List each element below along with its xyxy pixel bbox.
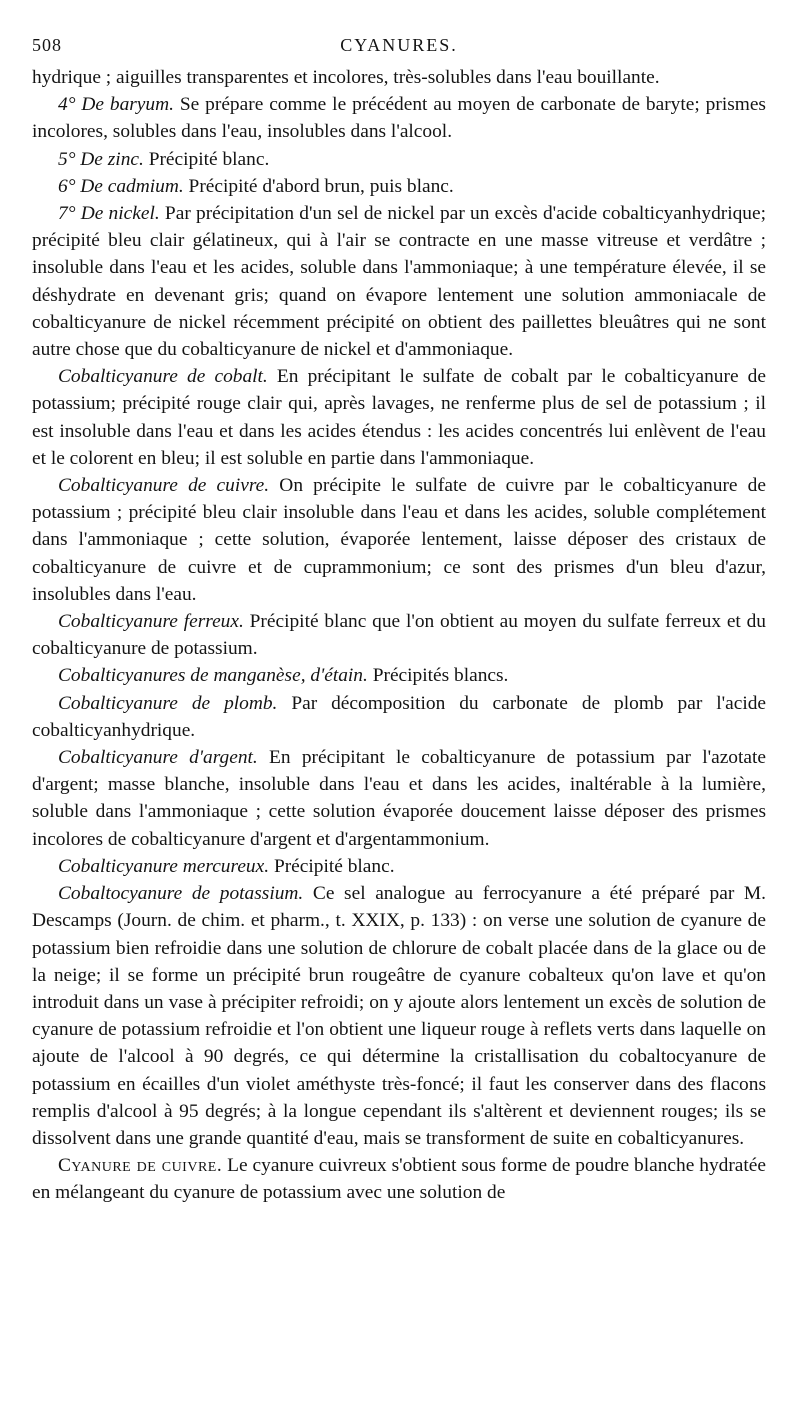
paragraph-lead: Cobalticyanure de cobalt. <box>58 366 268 388</box>
paragraph <box>32 200 766 363</box>
paragraph-text: En précipitant le sulfate de cobalt par le cobalticyanure de potassium; précipité rouge clair qui, après lavages, ne renferme plus de sel de potassium ; il est insoluble dans l'eau et dans les acides étendus : les acides concentrés lui enlèvent de l'eau et le colorent en bleu; il est soluble en partie dans l'ammoniaque. <box>32 366 766 469</box>
paragraph <box>32 608 766 662</box>
paragraph <box>32 91 766 145</box>
paragraph <box>32 173 766 200</box>
paragraph-lead: Cobalticyanure d'argent. <box>58 747 258 769</box>
paragraph-text: hydrique ; aiguilles transparentes et incolores, très-solubles dans l'eau bouillante. <box>32 67 660 88</box>
paragraph <box>32 744 766 853</box>
paragraph-lead: Cobalticyanures de manganèse, d'étain. <box>58 665 368 687</box>
paragraph-text: Précipité d'abord brun, puis blanc. <box>183 175 454 197</box>
paragraph-text: Précipité blanc. <box>269 855 395 877</box>
paragraph-text: Précipité blanc que l'on obtient au moyen du sulfate ferreux et du cobalticyanure de potassium. <box>32 611 766 660</box>
paragraph <box>32 853 766 880</box>
paragraph <box>32 363 766 472</box>
paragraph <box>32 880 766 1152</box>
paragraph <box>32 472 766 608</box>
running-title: CYANURES. <box>340 35 458 55</box>
paragraph <box>32 1152 766 1206</box>
paragraph-text: Par précipitation d'un sel de nickel par un excès d'acide cobalticyanhydrique; précipité bleu clair gélatineux, qui à l'air se contracte en une masse vitreuse et verdâtre ; insoluble dans l'eau et les acides, soluble dans l'ammoniaque; à une température élevée, il se déshydrate en devenant gris; quand on évapore lentement une solution ammoniacale de cobalticyanure de nickel récemment précipité on obtient des paillettes bleuâtres qui ne sont autre chose que du cobalticyanure de nickel et d'ammoniaque. <box>32 203 766 361</box>
paragraph <box>32 64 766 91</box>
paragraph-lead: 6° De cadmium. <box>58 175 184 197</box>
paragraph <box>32 690 766 744</box>
paragraph-lead: Cobalticyanure mercureux. <box>58 855 270 877</box>
paragraph-lead: 7° De nickel. <box>58 203 160 225</box>
paragraph-text: Précipités blancs. <box>367 665 509 687</box>
paragraph-lead: 4° De baryum. <box>58 94 174 116</box>
paragraph-text: Précipité blanc. <box>143 148 270 170</box>
paragraph-lead: Cobalticyanure ferreux. <box>58 611 244 633</box>
paragraph-text: Se prépare comme le précédent au moyen de carbonate de baryte; prismes incolores, solubles dans l'eau, insolubles dans l'alcool. <box>32 94 766 143</box>
paragraph-text: Par décomposition du carbonate de plomb par l'acide cobalticyanhydrique. <box>32 692 767 741</box>
paragraph-lead: 5° De zinc. <box>58 148 144 170</box>
paragraph-lead: Cobaltocyanure de potassium. <box>58 883 304 905</box>
page-header <box>32 28 766 62</box>
paragraph <box>32 662 766 689</box>
paragraph-text: En précipitant le cobalticyanure de potassium par l'azotate d'argent; masse blanche, insoluble dans l'eau et dans les acides, inaltérable à la lumière, soluble dans l'ammoniaque ; cette solution évaporée doucement laisse déposer des prismes incolores de cobalticyanure d'argent et d'argentammonium. <box>32 747 766 850</box>
paragraph-lead: Cobalticyanure de cuivre. <box>58 475 270 497</box>
page-number: 508 <box>32 35 62 55</box>
paragraph-lead: Cobalticyanure de plomb. <box>58 692 278 714</box>
paragraph-text: Ce sel analogue au ferrocyanure a été préparé par M. Descamps (Journ. de chim. et pharm., t. XXIX, p. 133) : on verse une solution de cyanure de potassium bien refroidie dans une solution de chlorure de cobalt placée dans de la glace ou de la neige; il se forme un précipité brun rougeâtre de cyanure cobalteux qu'on lave et qu'on introduit dans un vase à précipiter refroidi; on y ajoute alors lentement un excès de solution de cyanure de potassium refroidie et l'on obtient une liqueur rouge à reflets verts dans laquelle on ajoute de l'alcool à 90 degrés, ce qui détermine la cristallisation du cobaltocyanure de potassium en écailles d'un violet améthyste très-foncé; il faut les conserver dans des flacons remplis d'alcool à 95 degrés; à la longue cependant ils s'altèrent et deviennent rouges; ils se dissolvent dans une grande quantité d'eau, mais se transforment de suite en cobalticyanures. <box>32 883 767 1149</box>
paragraph <box>32 146 766 173</box>
section-heading: Cyanure de cuivre. <box>58 1155 223 1177</box>
body-text <box>32 64 766 1207</box>
paragraph-text: Le cyanure cuivreux s'obtient sous forme de poudre blanche hydratée en mélangeant du cyanure de potassium avec une solution de <box>32 1155 767 1204</box>
paragraph-text: On précipite le sulfate de cuivre par le cobalticyanure de potassium ; précipité bleu clair insoluble dans l'eau et dans les acides, soluble complétement dans l'ammoniaque ; cette solution, évaporée lentement, laisse déposer des cristaux de cobalticyanure de cuivre et de cuprammonium; ce sont des prismes d'un bleu d'azur, insolubles dans l'eau. <box>32 475 766 605</box>
